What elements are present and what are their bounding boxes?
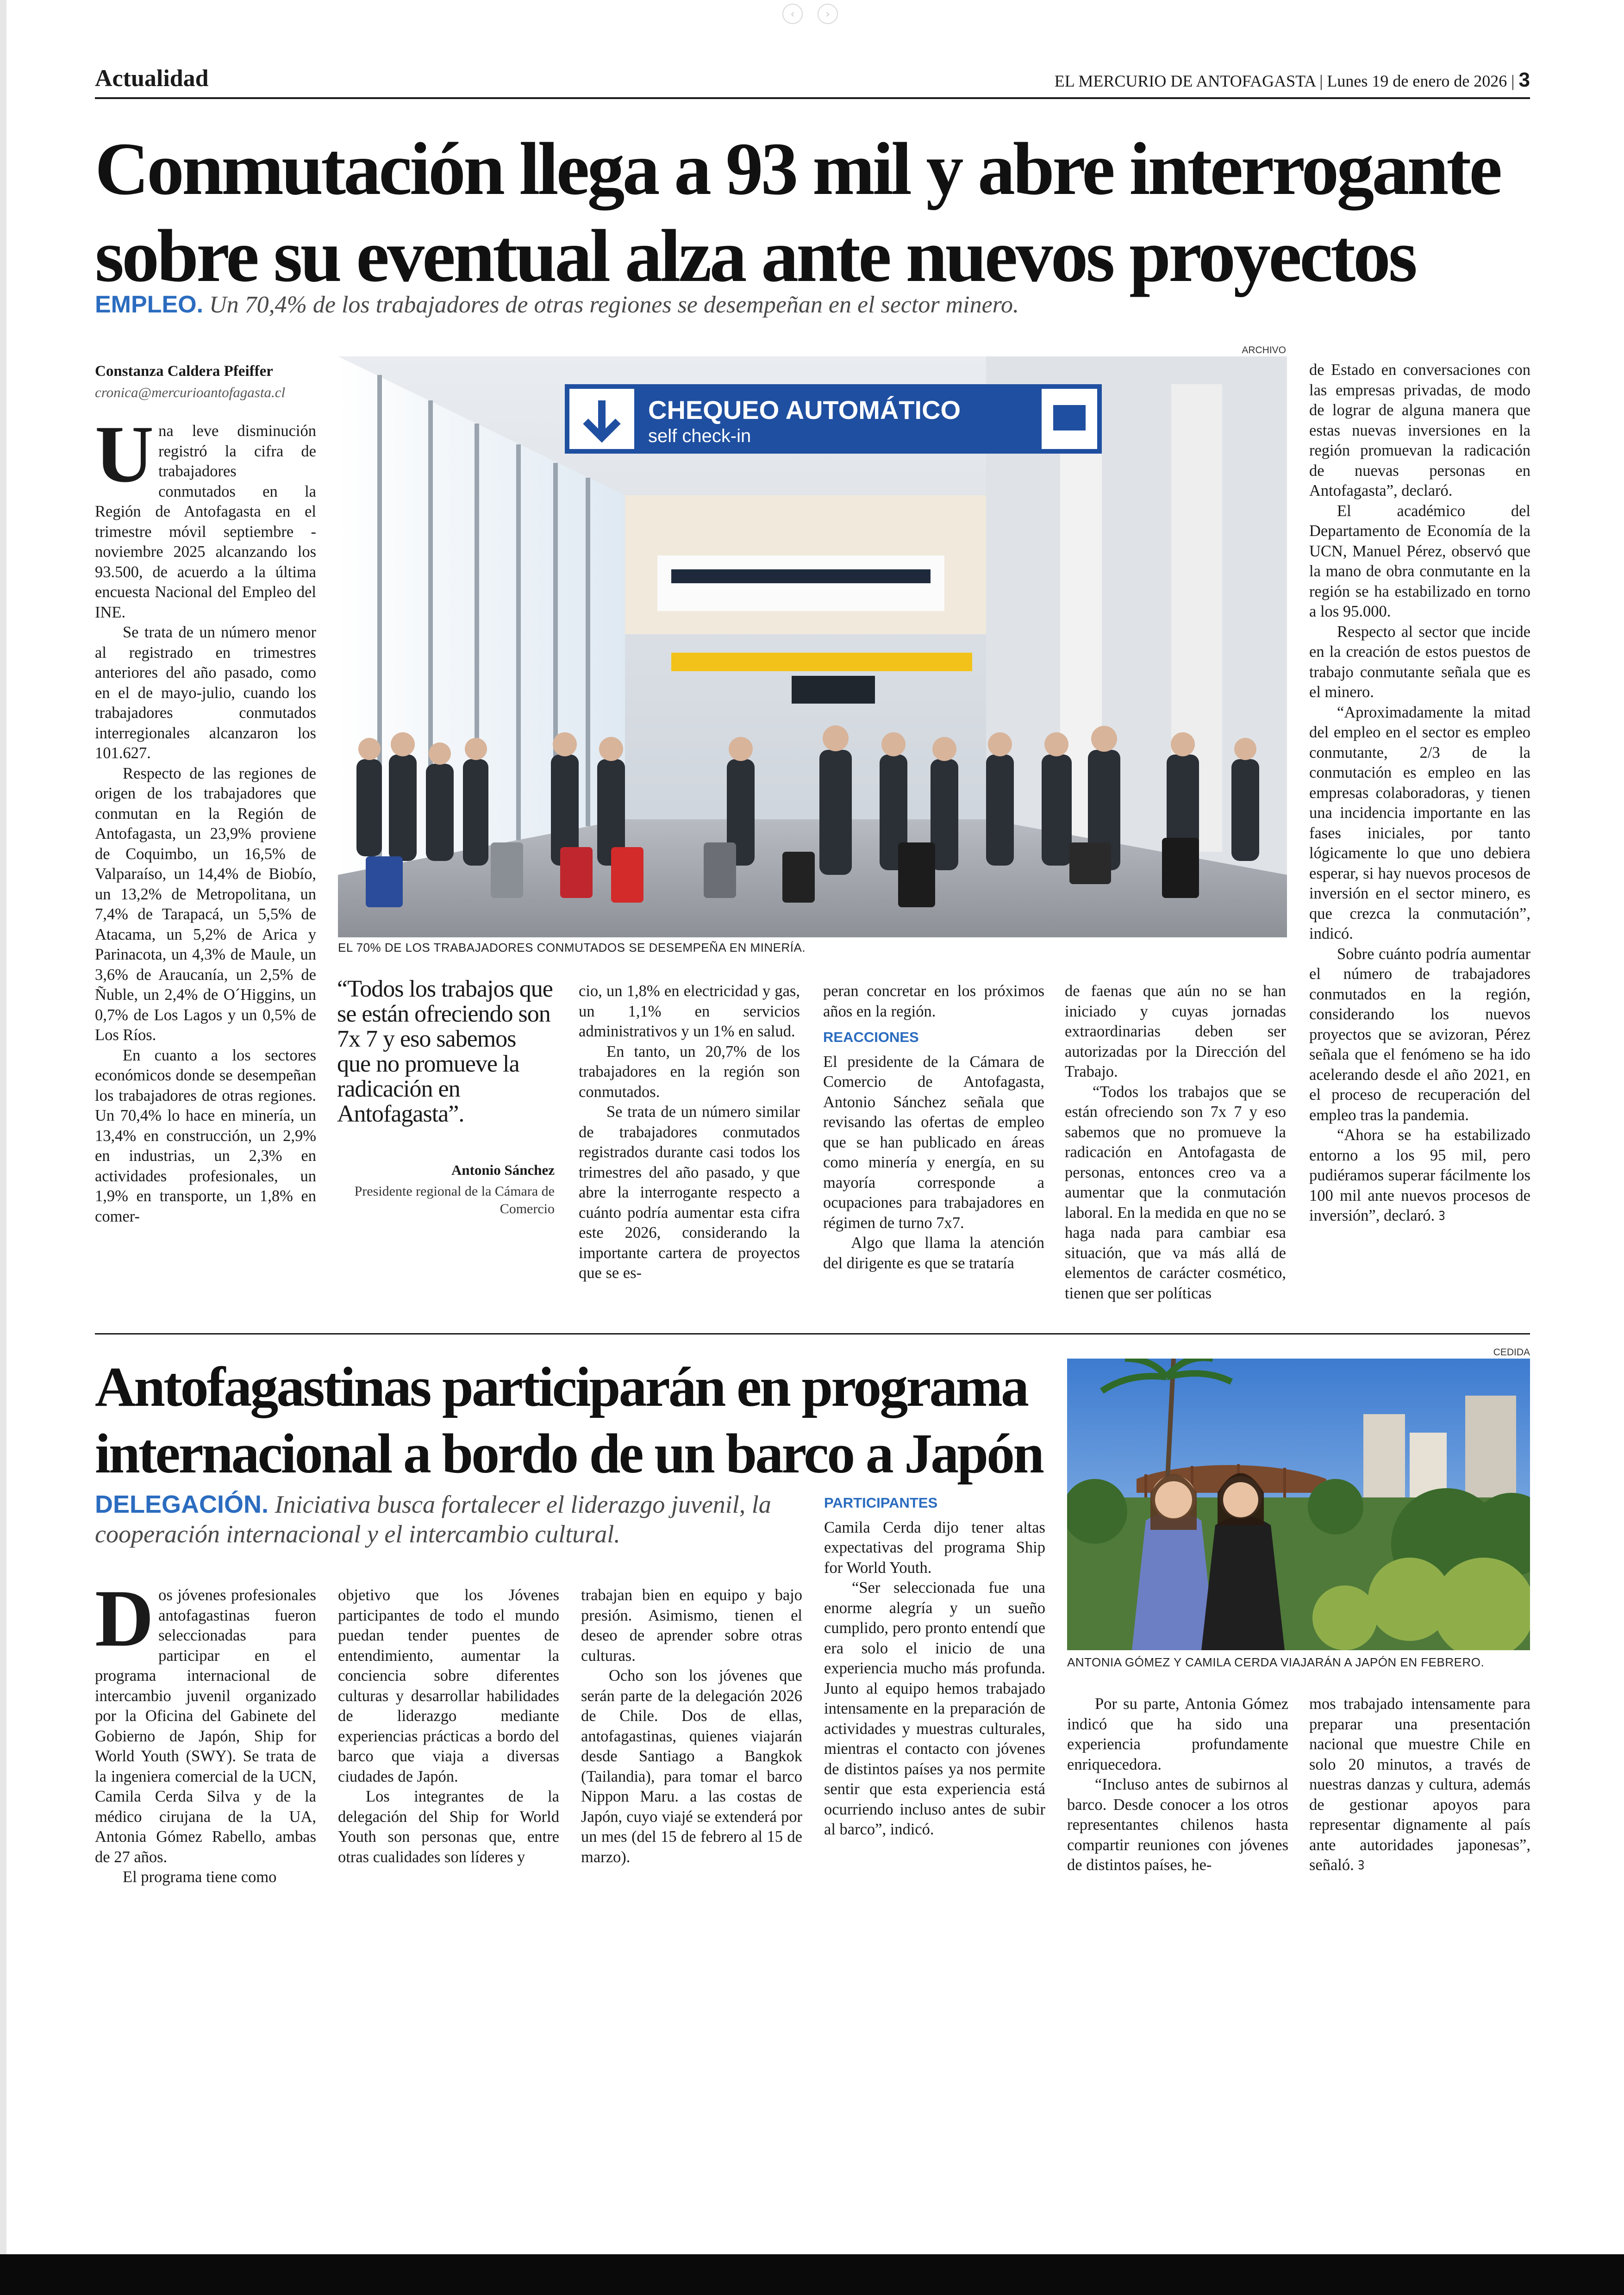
paragraph: trabajan bien en equipo y bajo presión. Asimismo, tienen el deseo de aprender sobre otras culturas. xyxy=(581,1586,802,1665)
paragraph: cio, un 1,8% en electricidad y gas, un 1,1% en servicios administrativos y un 1% en salud. xyxy=(579,982,800,1040)
page-edge-shadow xyxy=(0,0,6,2254)
headline-line: Antofagastinas participarán en programa xyxy=(95,1356,1028,1418)
section-label: Actualidad xyxy=(95,65,209,92)
paragraph: Se trata de un número menor al registrado en trimestres anteriores del año pasado, como en el de mayo-julio, cuando los trabajadores conmutados interregionales alcanzaron los 101.627. xyxy=(95,624,316,762)
paragraph: “Ser seleccionada fue una enorme alegría y un sueño cumplido, pero pronto entendí que era solo el inicio de una experiencia mucho más profunda. Junto al equipo hemos trabajado intensamente en la preparación de actividades y muestras culturales, mientras el contacto con jóvenes de distintos países ya nos permite sentir que esta experiencia está ocurriendo incluso antes de subir al barco”, indicó. xyxy=(824,1579,1045,1838)
article1-column-5 xyxy=(1065,981,1286,1303)
airport-checkin-photo xyxy=(338,356,1287,937)
headline-line: Conmutación llega a 93 mil y abre interrogante xyxy=(95,128,1500,211)
article2-deck xyxy=(95,1490,812,1549)
paragraph: mos trabajado intensamente para preparar una presentación nacional que muestre Chile en solo 20 minutos, a través de nuestras danzas y cultura, además de gestionar apoyos para representar dignamente al país ante autoridades japonesas”, señaló. xyxy=(1309,1695,1530,1874)
paragraph: Se trata de un número similar de trabajadores conmutados registrados durante casi todos los trimestres del año pasado, y que abre la interrogante respecto a cuánto podría aumentar esta cifra este 2026, considerando la importante cartera de proyectos que se es- xyxy=(579,1103,800,1282)
page-navigation xyxy=(782,4,842,22)
paragraph: En tanto, un 20,7% de los trabajadores en la región son conmutados. xyxy=(579,1042,800,1101)
deck-kicker: EMPLEO. xyxy=(95,291,204,318)
page-number: 3 xyxy=(1518,69,1530,91)
article1-deck xyxy=(95,291,1530,318)
paragraph: El académico del Departamento de Economía de la UCN, Manuel Pérez, observó que la mano de obra conmutante en la región se ha estabilizado en torno a los 95.000. xyxy=(1309,502,1530,620)
next-page-button[interactable]: › xyxy=(818,4,838,24)
photo-credit: CEDIDA xyxy=(1493,1347,1530,1358)
article1-column-1 xyxy=(95,409,316,1227)
masthead-text: EL MERCURIO DE ANTOFAGASTA | Lunes 19 de enero de 2026 | xyxy=(1054,72,1515,90)
deck-text: Un 70,4% de los trabajadores de otras regiones se desempeñan en el sector minero. xyxy=(209,292,1019,318)
pull-quote-author: Antonio Sánchez xyxy=(451,1162,555,1178)
headline-line: internacional a bordo de un barco a Japón xyxy=(95,1422,1043,1485)
end-mark-icon: ᢃ xyxy=(1358,1858,1364,1873)
paragraph: “Ahora se ha estabilizado entorno a los 95 mil, pero pudiéramos superar fácilmente los 100 mil ante nuevos procesos de inversión”, declaró. xyxy=(1309,1126,1530,1224)
page-header xyxy=(95,65,1530,97)
article1-column-3 xyxy=(579,981,800,1284)
article2-column-4 xyxy=(824,1493,1045,1840)
article2-column-3 xyxy=(581,1585,802,1867)
paragraph: de Estado en conversaciones con las empresas privadas, de modo de lograr de alguna manera que estas nuevas inversiones en la región promuevan la radicación de nuevas personas en Antofagasta”, declaró. xyxy=(1309,361,1530,499)
subhead-participantes: PARTICIPANTES xyxy=(824,1495,938,1511)
paragraph: na leve disminución registró la cifra de trabajadores conmutados en la Región de Antofagasta en el trimestre móvil septiembre - noviembre 2025 alcanzando los 93.500, de acuerdo a la última encuesta Nacional del Empleo del INE. xyxy=(95,422,316,621)
headline-line: sobre su eventual alza ante nuevos proyectos xyxy=(95,215,1415,298)
photo-caption: EL 70% DE LOS TRABAJADORES CONMUTADOS SE DESEMPEÑA EN MINERÍA. xyxy=(338,941,806,954)
article1-column-6 xyxy=(1309,360,1530,1227)
paragraph: El programa tiene como xyxy=(123,1868,277,1886)
sign-text-spanish: CHEQUEO AUTOMÁTICO xyxy=(648,395,961,424)
airport-illustration xyxy=(338,356,1287,937)
article2-column-6 xyxy=(1309,1694,1530,1876)
masthead xyxy=(1055,69,1530,92)
paragraph: Camila Cerda dijo tener altas expectativas del programa Ship for World Youth. xyxy=(824,1518,1045,1577)
previous-page-button[interactable]: ‹ xyxy=(782,4,803,24)
paragraph: “Aproximadamente la mitad del empleo en el sector es empleo conmutante, 2/3 de la conmutación es empleo en las empresas colaboradoras, y tienen una incidencia importante en las fases iniciales, por tanto lógicamente lo que uno debiera esperar, si hay nuevos procesos de inversión en el sector minero, es que crezca la conmutación”, indicó. xyxy=(1309,703,1530,942)
paragraph: Respecto de las regiones de origen de los trabajadores que conmutan en la Región de Antofagasta, un 23,9% proviene de Coquimbo, un 16,5% de Valparaíso, un 14,4% de Biobío, un 13,2% de Metropolitana, un 7,4% de Tarapacá, un 5,5% de Atacama, un 5,2% de Arica y Parinacota, un 4,3% de Maule, un 3,6% de Araucanía, un 2,5% de Ñuble, un 2,4% de O´Higgins, un 0,7% de Los Lagos y un 0,5% de Los Ríos. xyxy=(95,764,316,1044)
article2-column-2 xyxy=(338,1585,559,1867)
deck-kicker: DELEGACIÓN. xyxy=(95,1491,269,1518)
author-email: cronica@mercurioantofagasta.cl xyxy=(95,384,286,400)
paragraph: En cuanto a los sectores económicos donde se desempeñan los trabajadores de otras regiones. Un 70,4% lo hace en minería, un 13,4% en construcción, un 2,9% en industrias, un 2,3% en actividades profesionales, un 1,9% en transporte, un 1,8% en comer- xyxy=(95,1046,316,1225)
dropcap: D xyxy=(95,1573,154,1664)
byline: Constanza Caldera Pfeiffer xyxy=(95,363,273,380)
photo-credit: ARCHIVO xyxy=(1242,345,1286,355)
paragraph: Algo que llama la atención del dirigente es que se trataría xyxy=(823,1234,1044,1272)
article1-headline xyxy=(95,126,1530,300)
paragraph: peran concretar en los próximos años en la región. xyxy=(823,982,1044,1020)
end-mark-icon: ᢃ xyxy=(1438,1209,1445,1224)
park-illustration xyxy=(1067,1359,1530,1650)
subhead-reacciones: REACCIONES xyxy=(823,1029,919,1045)
paragraph: de faenas que aún no se han iniciado y cuyas jornadas extraordinarias deben ser autorizadas por la Dirección del Trabajo. xyxy=(1065,982,1286,1080)
deck-text: Iniciativa busca fortalecer el liderazgo juvenil, la cooperación internacional y el intercambio cultural. xyxy=(95,1491,771,1548)
article-divider xyxy=(95,1333,1530,1335)
article1-column-4 xyxy=(823,981,1044,1273)
paragraph: Sobre cuánto podría aumentar el número de trabajadores conmutados en la región, considerando los nuevos proyectos que se avizoran, Pérez señala que el fenómeno se ha ido acelerando desde el año 2021, en el proceso de recuperación del empleo tras la pandemia. xyxy=(1309,945,1530,1124)
paragraph: Por su parte, Antonia Gómez indicó que ha sido una experiencia profundamente enriquecedora. xyxy=(1067,1695,1288,1773)
paragraph: Ocho son los jóvenes que serán parte de la delegación 2026 de Chile. Dos de ellas, antofagastinas, quienes viajarán desde Santiago a Bangkok (Tailandia), para tomar el barco Nippon Maru. a las costas de Japón, cuyo viajé se extenderá por un mes (del 15 de febrero al 15 de marzo). xyxy=(581,1667,802,1866)
viewer-bottom-bar xyxy=(0,2254,1624,2295)
header-rule xyxy=(95,97,1530,99)
dropcap: U xyxy=(95,409,154,499)
paragraph: objetivo que los Jóvenes participantes de todo el mundo puedan tender puentes de entendimiento, aumentar la conciencia sobre diferentes culturas y desarrollar habilidades de liderazgo mediante experiencias prácticas a bordo del barco que viaja a diversas ciudades de Japón. xyxy=(338,1586,559,1785)
paragraph: Los integrantes de la delegación del Ship for World Youth son personas que, entre otras cualidades son líderes y xyxy=(338,1788,559,1866)
paragraph: “Todos los trabajos que se están ofreciendo son 7x 7 y eso sabemos que no promueve la radicación en Antofagasta de personas, entonces creo va a aumentar que la conmutación laboral. En la medida en que no se haga nada para cambiar esa situación, que va más allá de elementos de carácter cosmético, tienen que ser políticas xyxy=(1065,1083,1286,1302)
photo-caption: ANTONIA GÓMEZ Y CAMILA CERDA VIAJARÁN A JAPÓN EN FEBRERO. xyxy=(1067,1655,1485,1669)
paragraph: El presidente de la Cámara de Comercio de Antofagasta, Antonio Sánchez señala que revisando las ofertas de empleo que se han publicado en áreas como minería y energía, en su mayoría corresponde a ocupaciones para trabajadores en régimen de turno 7x7. xyxy=(823,1053,1044,1232)
paragraph: “Incluso antes de subirnos al barco. Desde conocer a los otros representantes chilenos hasta compartir reuniones con jóvenes de distintos países, he- xyxy=(1067,1776,1288,1874)
article2-column-5 xyxy=(1067,1694,1288,1876)
pull-quote-role: Presidente regional de la Cámara de Comercio xyxy=(354,1184,555,1216)
article2-headline xyxy=(95,1354,1044,1487)
paragraph: os jóvenes profesionales antofagastinas fueron seleccionadas para participar en el programa internacional de intercambio juvenil organizado por la Oficina del Gabinete del Gobierno de Japón, Ship for World Youth (SWY). Se trata de la ingeniera comercial de la UCN, Camila Cerda Silva y de la médico cirujana de la UA, Antonia Gómez Rabello, ambas de 27 años. xyxy=(95,1586,316,1866)
pull-quote: “Todos los trabajos que se están ofreciendo son 7x 7 y eso sabemos que no promueve la radicación en Antofagasta”. xyxy=(337,976,553,1127)
sign-text-english: self check-in xyxy=(648,426,751,446)
paragraph: Respecto al sector que incide en la creación de estos puestos de trabajo conmutante señala que es el minero. xyxy=(1309,623,1530,701)
article2-column-1 xyxy=(95,1573,316,1888)
delegates-photo xyxy=(1067,1359,1530,1650)
